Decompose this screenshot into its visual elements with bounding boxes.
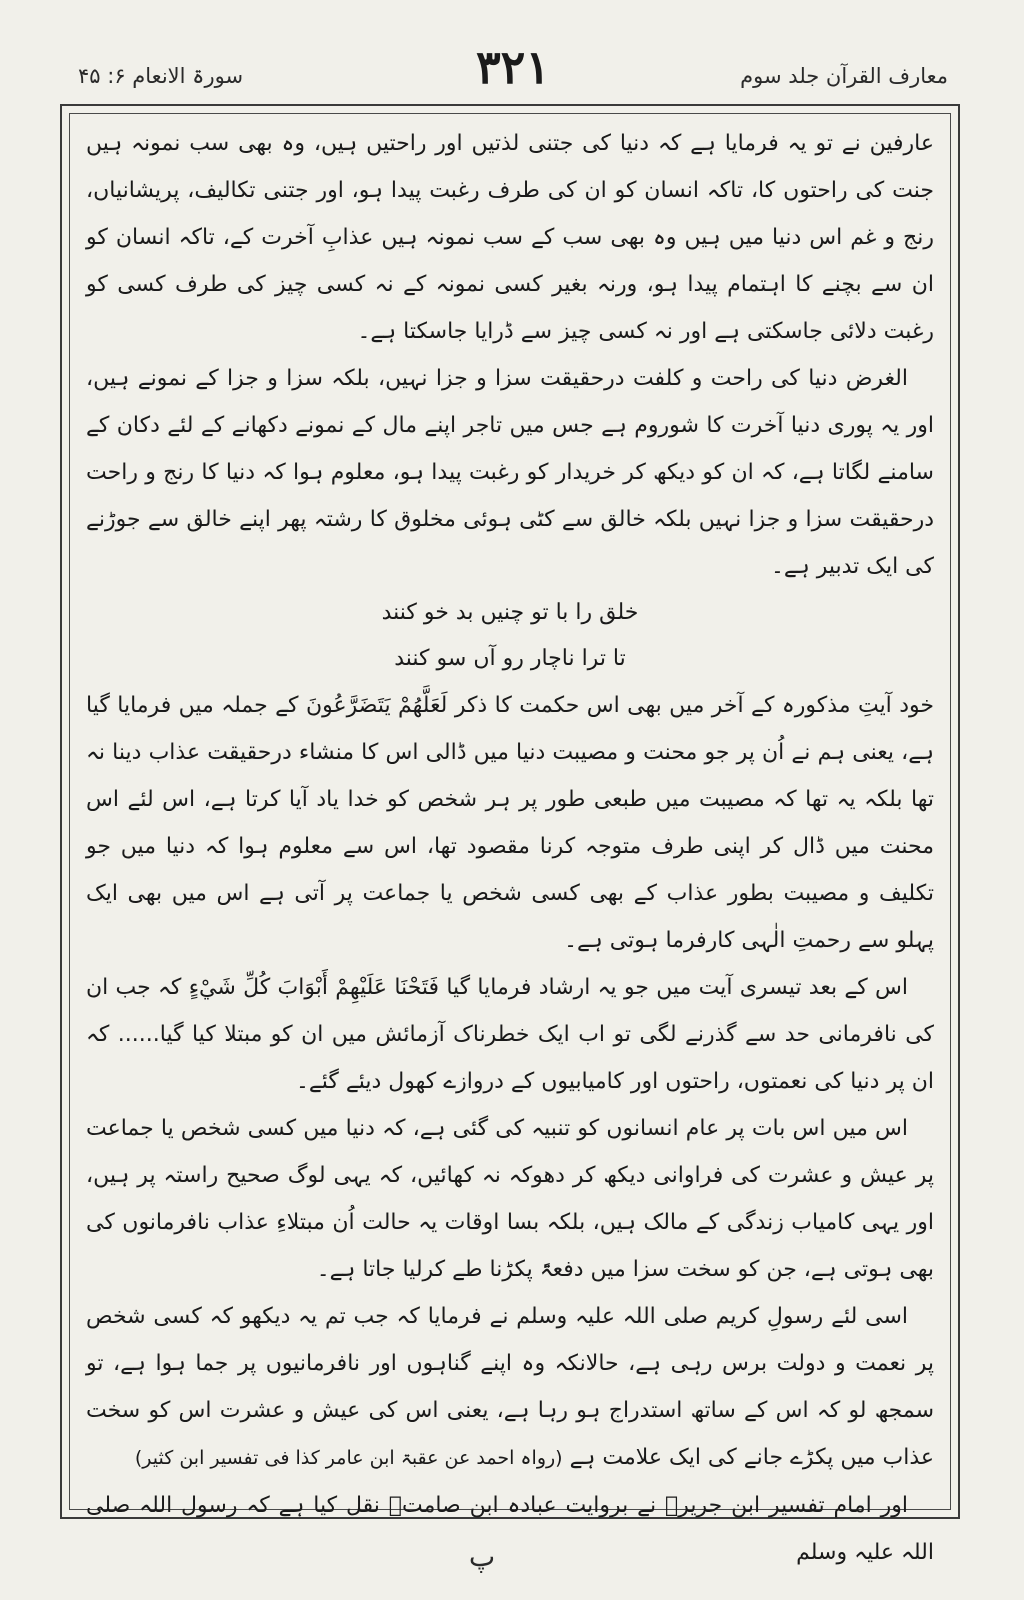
page-number: ۳۲۱ (475, 40, 551, 94)
page-header (60, 38, 966, 98)
page-frame (60, 104, 960, 1565)
surah-info: سورۃ الانعام ۶: ۴۵ (78, 64, 244, 88)
verse-line-1: خلق را با تو چنیں بد خو کنند (381, 600, 639, 625)
paragraph-1: عارفین نے تو یہ فرمایا ہے کہ دنیا کی جتنی لذتیں اور راحتیں ہیں، وہ بھی سب نمونہ ہیں جنت کی راحتوں کا، تاکہ انسان کو ان کی طرف رغبت پیدا ہو، اور جتنی تکالیف، پریشانیاں، رنج و غم اس دنیا میں ہیں وہ بھی سب کے سب نمونہ ہیں عذابِ آخرت کے، تاکہ انسان کو ان سے بچنے کا اہتمام پیدا ہو، ورنہ بغیر کسی نمونہ کے نہ کسی چیز کی طرف کسی کو رغبت دلائی جاسکتی ہے اور نہ کسی چیز سے ڈرایا جاسکتا ہے۔ (86, 131, 934, 344)
paragraph-5: اس میں اس بات پر عام انسانوں کو تنبیہ کی گئی ہے، کہ دنیا میں کسی شخص یا جماعت پر عیش و عشرت کی فراوانی دیکھ کر دھوکہ نہ کھائیں، کہ یہی لوگ صحیح راستہ پر ہیں، اور یہی کامیاب زندگی کے مالک ہیں، بلکہ بسا اوقات یہ حالت اُن مبتلاءِ عذاب نافرمانوں کی بھی ہوتی ہے، جن کو سخت سزا میں دفعۃً پکڑنا طے کرلیا جاتا ہے۔ (86, 1116, 934, 1282)
paragraph-4: اس کے بعد تیسری آیت میں جو یہ ارشاد فرمایا گیا فَتَحْنَا عَلَيْهِمْ أَبْوَابَ كُلِّ شَيْءٍ کہ جب ان کی نافرمانی حد سے گذرنے لگی تو اب ایک خطرناک آزمائش میں ان کو مبتلا کیا گیا...... کہ ان پر دنیا کی نعمتوں، راحتوں اور کامیابیوں کے دروازے کھول دیئے گئے۔ (86, 975, 934, 1094)
citation: (رواہ احمد عن عقبۃ ابن عامر کذا فی تفسیر ابن کثیر) (134, 1447, 563, 1469)
paragraph-7: اور امام تفسیر ابن جریرؒ نے بروایت عبادہ ابن صامتؓ نقل کیا ہے کہ رسول اللہ صلی اللہ علیہ وسلم (86, 1493, 934, 1565)
paragraph-6-text: اسی لئے رسولِ کریم صلی اللہ علیہ وسلم نے فرمایا کہ جب تم یہ دیکھو کہ کسی شخص پر نعمت و دولت برس رہی ہے، حالانکہ وہ اپنے گناہوں اور نافرمانیوں پر جما ہوا ہے، تو سمجھ لو کہ اس کے ساتھ استدراج ہو رہا ہے، یعنی اس کی عیش و عشرت اس کو سخت عذاب میں پکڑے جانے کی ایک علامت ہے (86, 1304, 934, 1470)
paragraph-3: خود آیتِ مذکورہ کے آخر میں بھی اس حکمت کا ذکر لَعَلَّهُمْ يَتَضَرَّعُونَ کے جملہ میں فرمایا گیا ہے، یعنی ہم نے اُن پر جو محنت و مصیبت دنیا میں ڈالی اس کا منشاء درحقیقت عذاب دینا نہ تھا بلکہ یہ تھا کہ مصیبت میں طبعی طور پر ہر شخص کو خدا یاد آیا کرتا ہے، اس لئے اس محنت میں ڈال کر اپنی طرف متوجہ کرنا مقصود تھا، اس سے معلوم ہوا کہ دنیا میں جو تکلیف و مصیبت بطور عذاب کے بھی کسی شخص یا جماعت پر آتی ہے اس میں بھی ایک پہلو سے رحمتِ الٰہی کارفرما ہوتی ہے۔ (86, 693, 934, 953)
verse-line-2: تا ترا ناچار رو آں سو کنند (394, 646, 626, 671)
footer-mark: پ (468, 1540, 496, 1573)
paragraph-6 (86, 1293, 934, 1482)
body-text (86, 120, 934, 1565)
paragraph-2: الغرض دنیا کی راحت و کلفت درحقیقت سزا و جزا نہیں، بلکہ سزا و جزا کے نمونے ہیں، اور یہ پوری دنیا آخرت کا شوروم ہے جس میں تاجر اپنے مال کے نمونے دکھانے کے لئے دکان کے سامنے لگاتا ہے، کہ ان کو دیکھ کر خریدار کو رغبت پیدا ہو، معلوم ہوا کہ دنیا کا رنج و راحت درحقیقت سزا و جزا نہیں بلکہ خالق سے کٹی ہوئی مخلوق کا رشتہ پھر اپنے خالق سے جوڑنے کی ایک تدبیر ہے۔ (86, 366, 934, 579)
book-title: معارف القرآن جلد سوم (740, 64, 948, 88)
